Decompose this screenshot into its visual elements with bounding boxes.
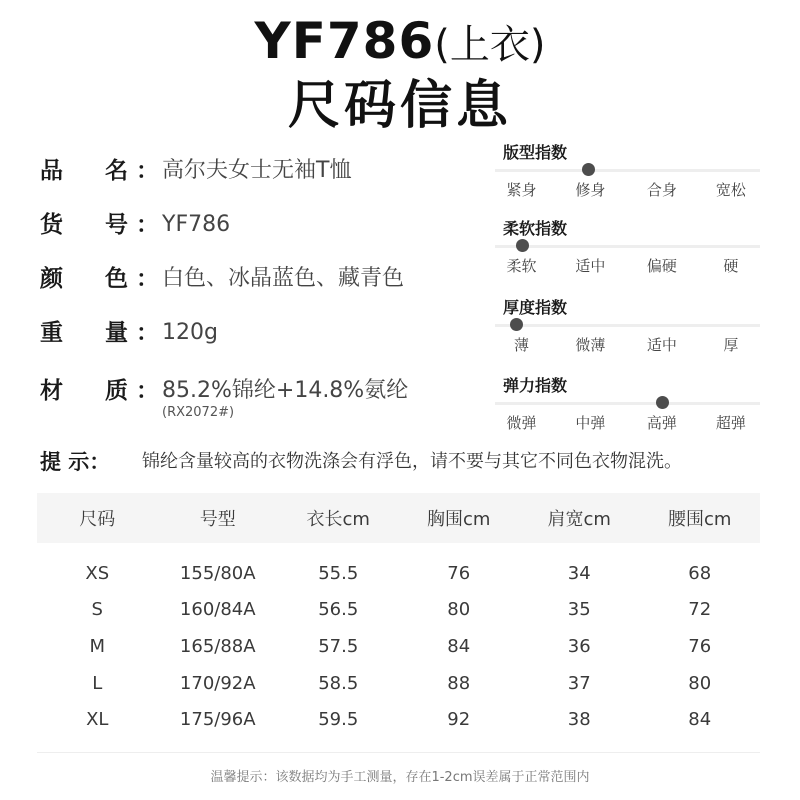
index-option: 适中 <box>575 257 606 275</box>
index-track <box>495 245 760 248</box>
material-code: (RX2072#) <box>162 405 235 420</box>
index-option: 高弹 <box>646 414 677 432</box>
tip-label: 提 示： <box>40 450 111 474</box>
table-row: L 170/92A 58.5 88 37 80 <box>92 672 712 694</box>
product-colors: 白色、冰晶蓝色、藏青色 <box>162 266 405 291</box>
index-title: 弹力指数 <box>503 376 568 395</box>
index-option: 硬 <box>723 257 739 275</box>
column-header-waist: 腰围cm <box>640 493 761 543</box>
table-row: XS 155/80A 55.5 76 34 68 <box>85 562 712 584</box>
index-option: 中弹 <box>575 414 606 432</box>
thickness-index <box>495 298 760 358</box>
index-option: 柔软 <box>506 257 537 275</box>
garment-type: (上衣) <box>434 22 546 68</box>
measurement-footnote: 温馨提示：该数据均为手工测量，存在1-2cm误差属于正常范围内 <box>210 770 590 785</box>
info-label: 重 量 <box>40 320 128 346</box>
index-option: 微弹 <box>506 414 537 432</box>
page-title: 尺码信息 <box>287 76 512 136</box>
index-title: 柔软指数 <box>503 219 568 238</box>
column-header-size: 尺码 <box>37 493 158 543</box>
table-row: M 165/88A 57.5 84 36 76 <box>89 635 712 657</box>
product-sku: YF786 <box>162 212 231 237</box>
index-option: 厚 <box>723 336 739 354</box>
index-option: 紧身 <box>506 181 537 199</box>
info-label: 材 质 <box>40 378 128 404</box>
table-row: S 160/84A 56.5 80 35 72 <box>91 599 712 621</box>
index-option: 宽松 <box>715 181 746 199</box>
index-marker <box>510 318 523 331</box>
column-header-shoulder: 肩宽cm <box>519 493 640 543</box>
info-label: 货 号 <box>40 212 128 238</box>
index-title: 厚度指数 <box>503 298 568 317</box>
product-material: 85.2%锦纶+14.8%氨纶 <box>162 378 409 403</box>
index-track <box>495 324 760 327</box>
model-code: YF786 <box>254 12 435 70</box>
index-track <box>495 169 760 172</box>
index-option: 修身 <box>575 181 606 199</box>
index-option: 超弹 <box>715 414 746 432</box>
index-track <box>495 402 760 405</box>
softness-index <box>495 219 760 279</box>
column-header-length: 衣长cm <box>278 493 399 543</box>
info-label: 品 名 <box>40 158 128 184</box>
index-option: 偏硬 <box>646 257 677 275</box>
product-model-title <box>0 10 800 76</box>
column-header-spec: 号型 <box>158 493 279 543</box>
index-option: 合身 <box>646 181 677 199</box>
table-header-row <box>37 493 760 543</box>
index-option: 薄 <box>513 336 529 354</box>
index-marker <box>656 396 669 409</box>
fit-index <box>495 143 760 203</box>
column-header-chest: 胸围cm <box>399 493 520 543</box>
info-label: 颜 色 <box>40 266 128 292</box>
size-table <box>37 493 760 738</box>
index-marker <box>516 239 529 252</box>
index-option: 微薄 <box>575 336 606 354</box>
tip-text: 锦纶含量较高的衣物洗涤会有浮色，请不要与其它不同色衣物混洗。 <box>142 451 682 472</box>
product-name: 高尔夫女士无袖T恤 <box>162 158 352 183</box>
table-bottom-divider <box>37 752 760 753</box>
product-weight: 120g <box>162 320 218 345</box>
elasticity-index <box>495 376 760 436</box>
index-marker <box>582 163 595 176</box>
index-title: 版型指数 <box>503 143 568 162</box>
index-option: 适中 <box>646 336 677 354</box>
table-row: XL 175/96A 59.5 92 38 84 <box>86 709 712 731</box>
